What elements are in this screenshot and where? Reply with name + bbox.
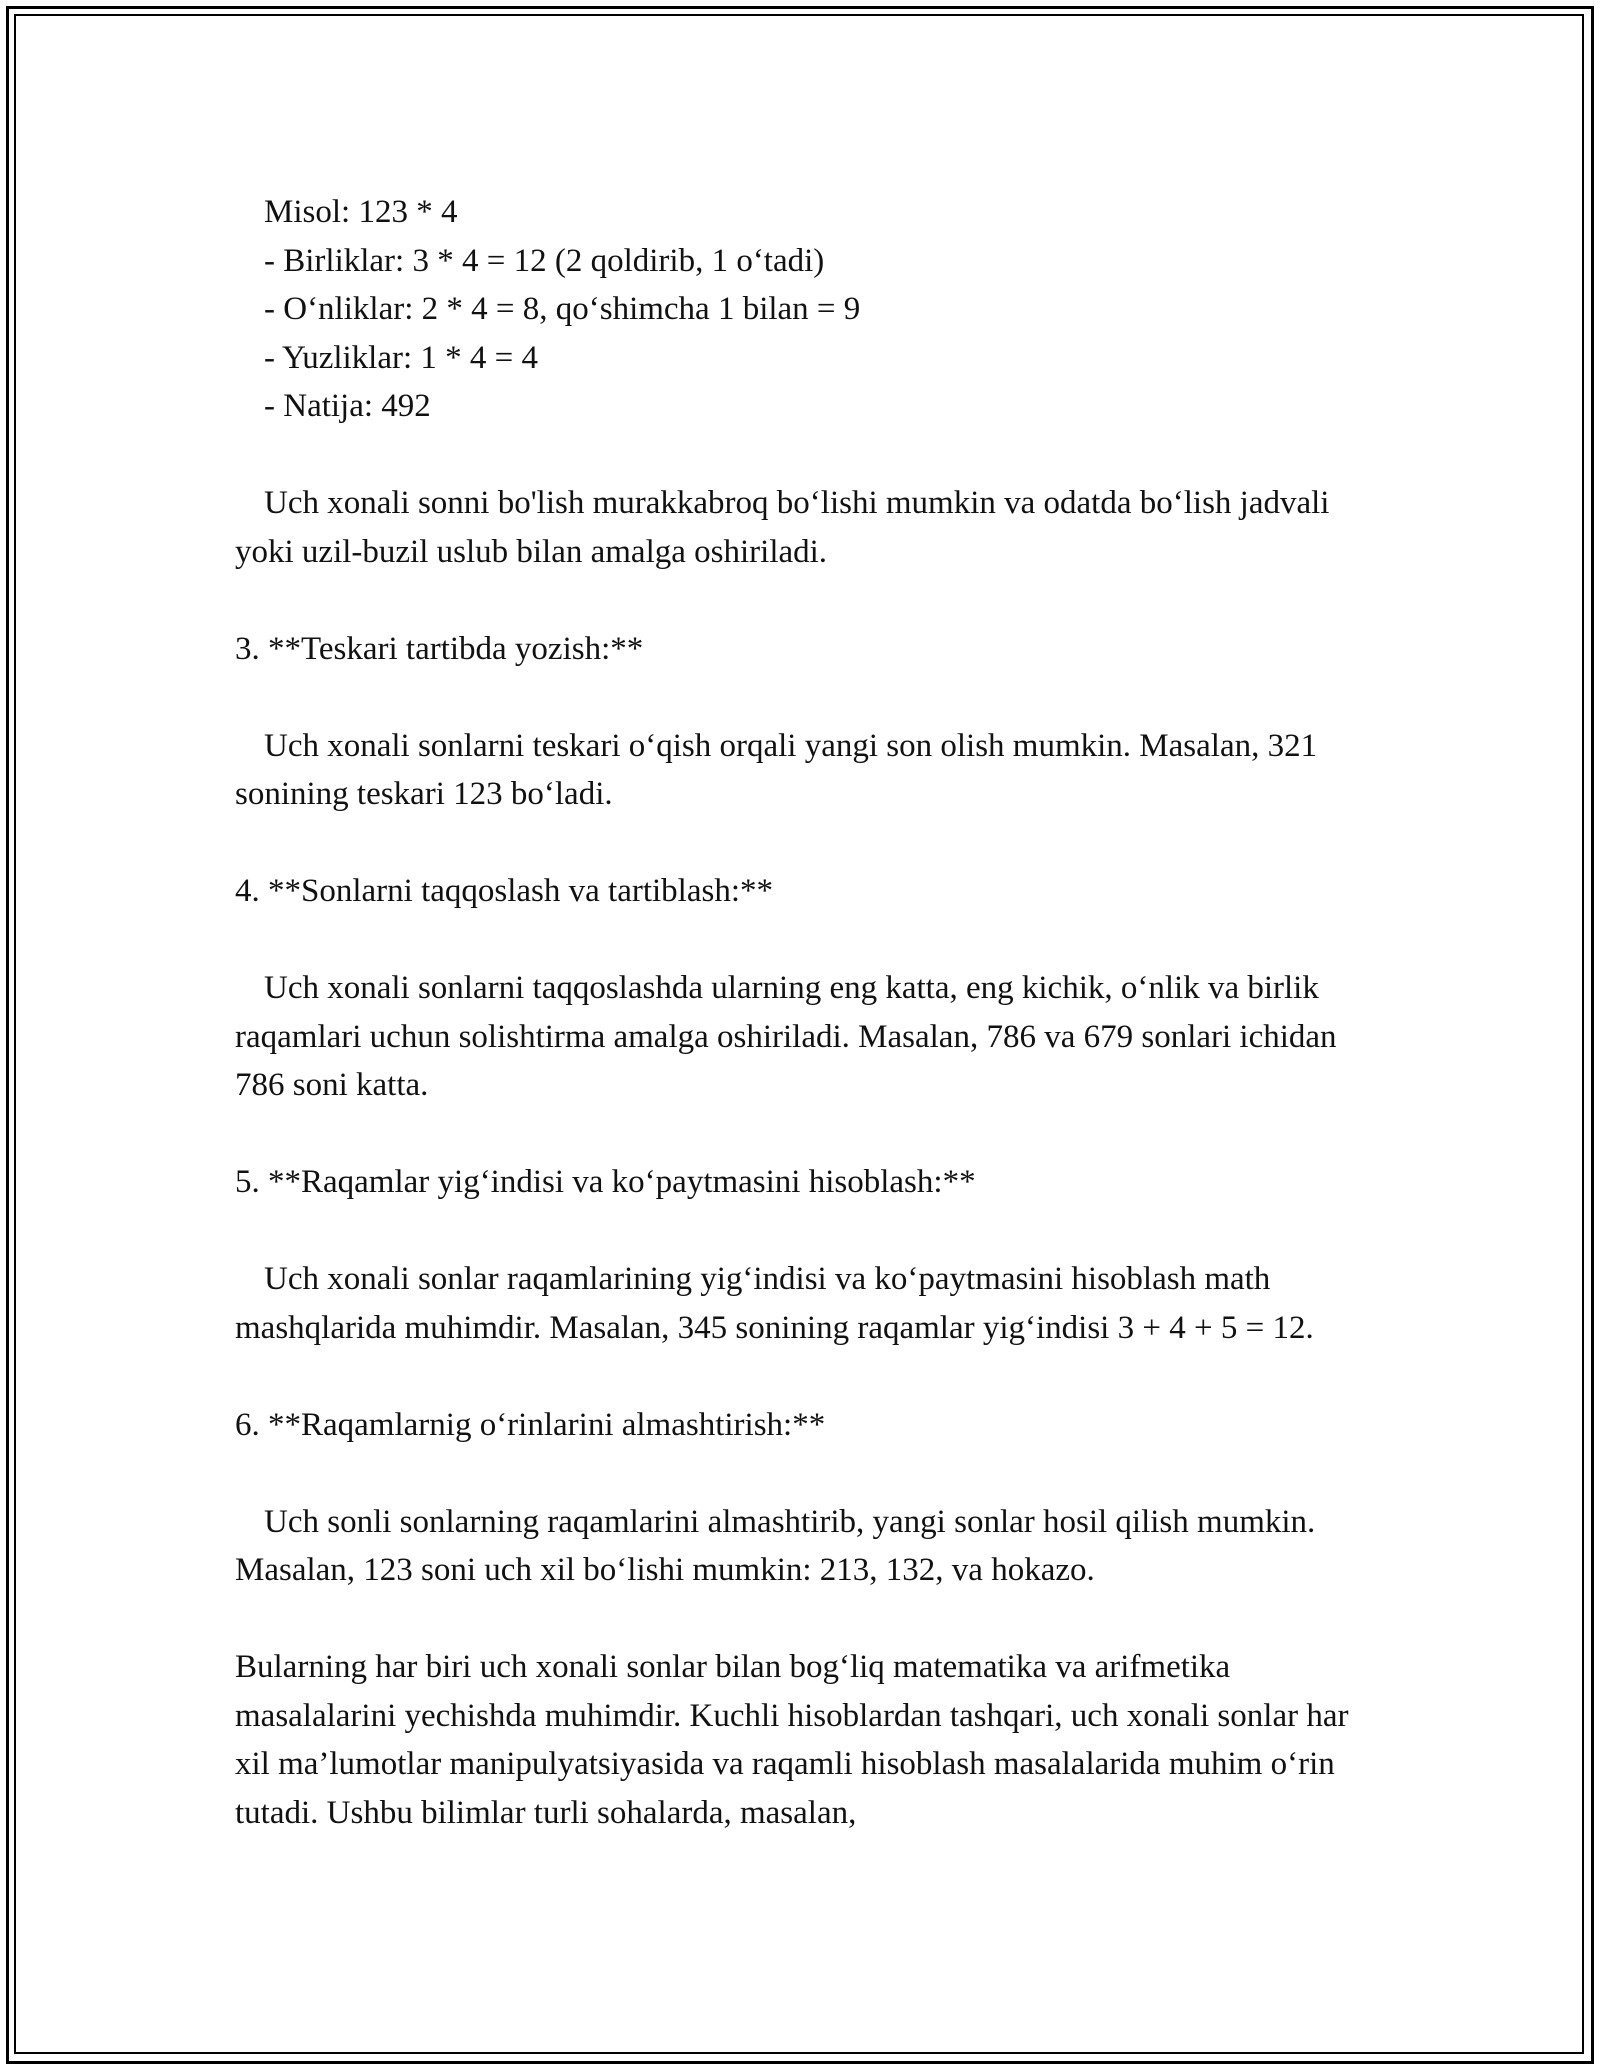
spacer — [235, 1110, 1355, 1159]
section-heading-6: 6. **Raqamlarnig o‘rinlarini almashtirish:** — [235, 1406, 826, 1443]
section-heading-4: 4. **Sonlarni taqqoslash va tartiblash:** — [235, 873, 774, 909]
spacer — [235, 431, 1355, 480]
spacer — [235, 1449, 1355, 1498]
section-body-3: Uch xonali sonlarni teskari o‘qish orqali yangi son olish mumkin. Masalan, 321 sonining teskari 123 bo‘ladi. — [235, 727, 1318, 812]
example-line-result: - Natija: 492 — [264, 388, 431, 424]
division-paragraph: Uch xonali sonni bo'lish murakkabroq bo‘lishi mumkin va odatda bo‘lish jadvali yoki uzil-buzil uslub bilan amalga oshiriladi. — [235, 485, 1330, 570]
spacer — [235, 673, 1355, 722]
section-body-6: Uch sonli sonlarning raqamlarini almashtirib, yangi sonlar hosil qilish mumkin. Masalan, 123 soni uch xil bo‘lishi mumkin: 213, 132, va hokazo. — [235, 1503, 1316, 1588]
example-title: Misol: 123 * 4 — [264, 194, 458, 230]
spacer — [235, 1595, 1355, 1644]
spacer — [235, 576, 1355, 625]
section-heading-3: 3. **Teskari tartibda yozish:** — [235, 630, 644, 667]
spacer — [235, 916, 1355, 965]
example-line-hundreds: - Yuzliklar: 1 * 4 = 4 — [264, 339, 539, 376]
spacer — [235, 1352, 1355, 1401]
section-body-4: Uch xonali sonlarni taqqoslashda ularning eng katta, eng kichik, o‘nlik va birlik raqamlari uchun solishtirma amalga oshiriladi. Masalan, 786 va 679 sonlari ichidan 786 soni katta. — [235, 970, 1337, 1103]
section-body-5: Uch xonali sonlar raqamlarining yig‘indisi va ko‘paytmasini hisoblash math mashqlarida muhimdir. Masalan, 345 sonining raqamlar yig‘indisi 3 + 4 + 5 = 12. — [235, 1261, 1314, 1346]
example-line-tens: - O‘nliklar: 2 * 4 = 8, qo‘shimcha 1 bilan = 9 — [264, 291, 861, 327]
section-heading-5: 5. **Raqamlar yig‘indisi va ko‘paytmasini hisoblash:** — [235, 1164, 976, 1200]
spacer — [235, 819, 1355, 868]
spacer — [235, 1207, 1355, 1256]
example-line-units: - Birliklar: 3 * 4 = 12 (2 qoldirib, 1 o‘tadi) — [264, 242, 825, 279]
closing-paragraph: Bularning har biri uch xonali sonlar bilan bog‘liq matematika va arifmetika masalalarini yechishda muhimdir. Kuchli hisoblardan tashqari, uch xonali sonlar har xil ma’lumotlar manipulyatsiyasida va raqamli hisoblash masalalarida muhim o‘rin tutadi. Ushbu bilimlar turli sohalarda, masalan, — [235, 1649, 1349, 1831]
document-body — [235, 188, 1355, 1837]
